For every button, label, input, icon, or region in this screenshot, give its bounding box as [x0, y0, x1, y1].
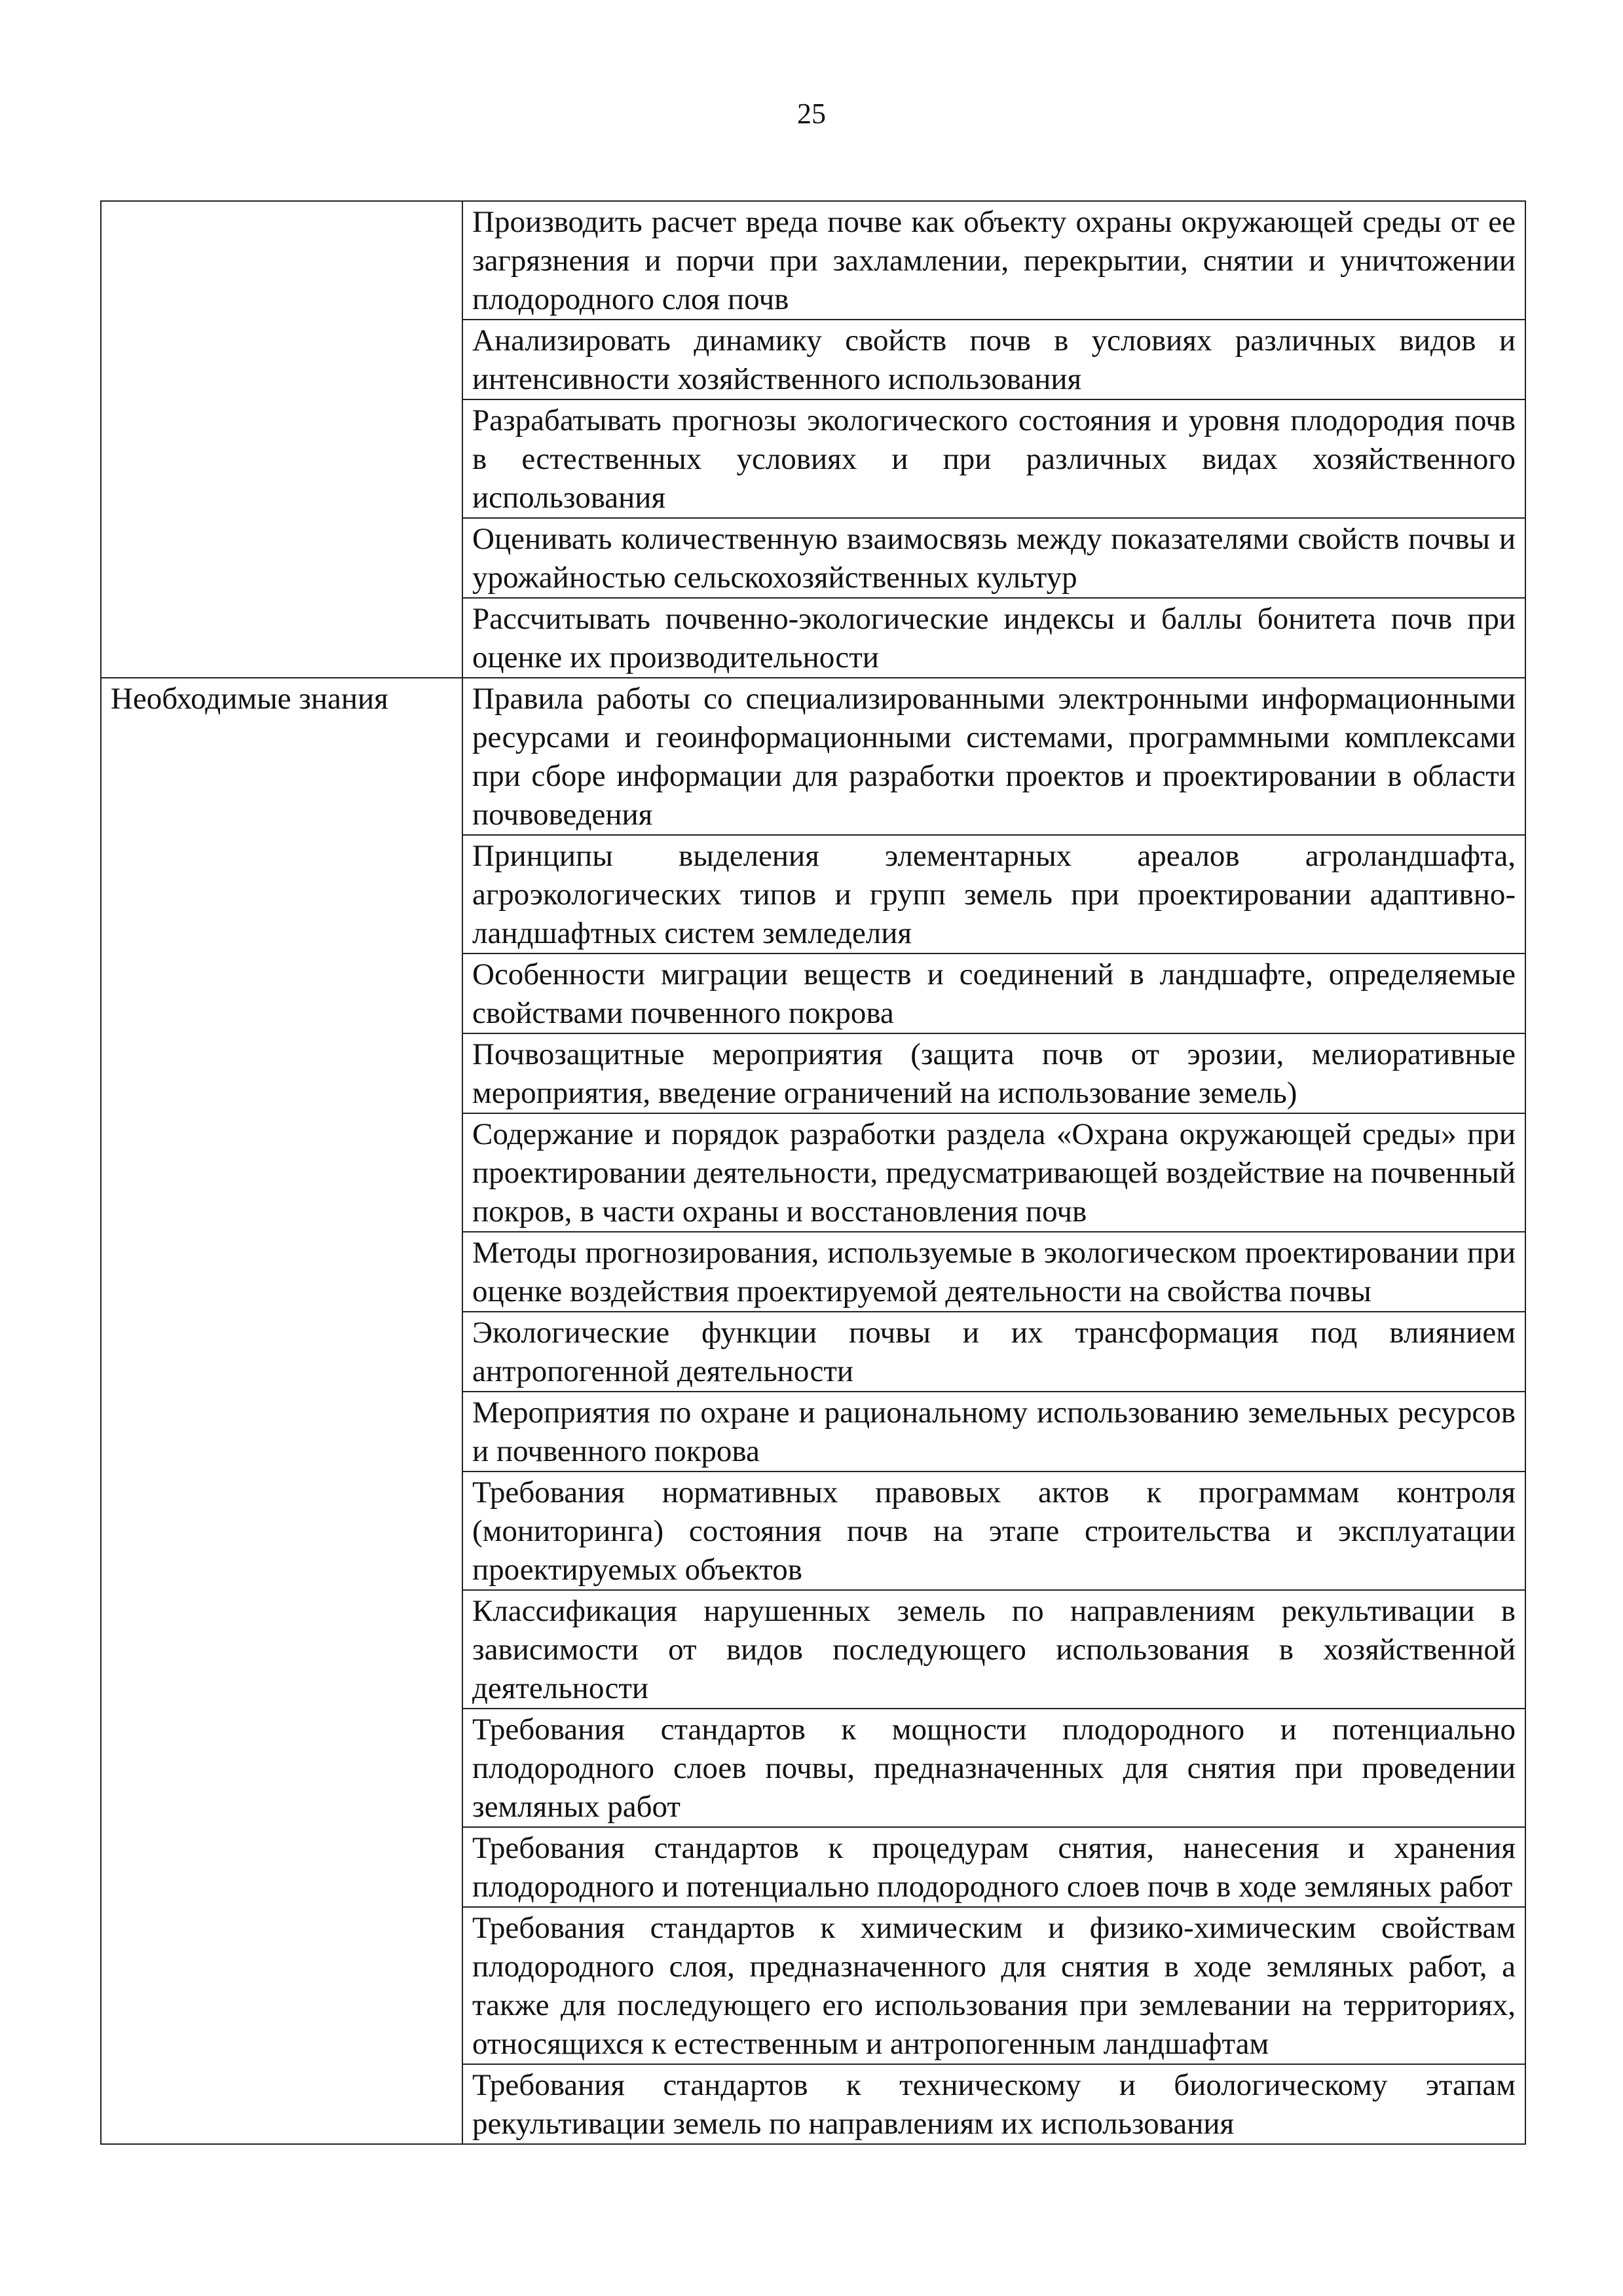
knowledge-label-cell: Необходимые знания — [101, 678, 462, 2144]
skill-item: Оценивать количественную взаимосвязь между показателями свойств почвы и урожайностью сельскохозяйственных культур — [462, 518, 1525, 598]
knowledge-item: Требования стандартов к техническому и биологическому этапам рекультивации земель по направлениям их использования — [462, 2064, 1525, 2144]
skill-item: Рассчитывать почвенно-экологические индексы и баллы бонитета почв при оценке их производительности — [462, 598, 1525, 678]
knowledge-item: Требования стандартов к процедурам снятия, нанесения и хранения плодородного и потенциально плодородного слоев почв в ходе земляных работ — [462, 1827, 1525, 1907]
table-row — [101, 678, 1525, 835]
knowledge-item: Особенности миграции веществ и соединений в ландшафте, определяемые свойствами почвенного покрова — [462, 954, 1525, 1033]
skill-item: Анализировать динамику свойств почв в условиях различных видов и интенсивности хозяйственного использования — [462, 320, 1525, 399]
competency-table — [100, 200, 1526, 2145]
table-row — [101, 201, 1525, 320]
skills-label-cell — [101, 201, 462, 678]
knowledge-item: Содержание и порядок разработки раздела «Охрана окружающей среды» при проектировании деятельности, предусматривающей воздействие на почвенный покров, в части охраны и восстановления почв — [462, 1113, 1525, 1232]
knowledge-item: Принципы выделения элементарных ареалов агроландшафта, агроэкологических типов и групп земель при проектировании адаптивно-ландшафтных систем земледелия — [462, 835, 1525, 954]
page-number: 25 — [797, 98, 826, 130]
skill-item: Разрабатывать прогнозы экологического состояния и уровня плодородия почв в естественных условиях и при различных видах хозяйственного использования — [462, 399, 1525, 518]
knowledge-item: Требования нормативных правовых актов к программам контроля (мониторинга) состояния почв на этапе строительства и эксплуатации проектируемых объектов — [462, 1472, 1525, 1590]
knowledge-item: Классификация нарушенных земель по направлениям рекультивации в зависимости от видов последующего использования в хозяйственной деятельности — [462, 1590, 1525, 1709]
knowledge-item: Почвозащитные мероприятия (защита почв от эрозии, мелиоративные мероприятия, введение ограничений на использование земель) — [462, 1033, 1525, 1113]
knowledge-item: Требования стандартов к химическим и физико-химическим свойствам плодородного слоя, предназначенного для снятия в ходе земляных работ, а также для последующего его использования при землевании на территориях, относящихся к естественным и антропогенным ландшафтам — [462, 1907, 1525, 2064]
skill-item: Производить расчет вреда почве как объекту охраны окружающей среды от ее загрязнения и порчи при захламлении, перекрытии, снятии и уничтожении плодородного слоя почв — [462, 201, 1525, 320]
knowledge-item: Требования стандартов к мощности плодородного и потенциально плодородного слоев почвы, предназначенных для снятия при проведении земляных работ — [462, 1709, 1525, 1827]
knowledge-item: Методы прогнозирования, используемые в экологическом проектировании при оценке воздействия проектируемой деятельности на свойства почвы — [462, 1232, 1525, 1312]
knowledge-item: Мероприятия по охране и рациональному использованию земельных ресурсов и почвенного покрова — [462, 1392, 1525, 1472]
knowledge-item: Экологические функции почвы и их трансформация под влиянием антропогенной деятельности — [462, 1312, 1525, 1392]
knowledge-item: Правила работы со специализированными электронными информационными ресурсами и геоинформационными системами, программными комплексами при сборе информации для разработки проектов и проектировании в области почвоведения — [462, 678, 1525, 835]
